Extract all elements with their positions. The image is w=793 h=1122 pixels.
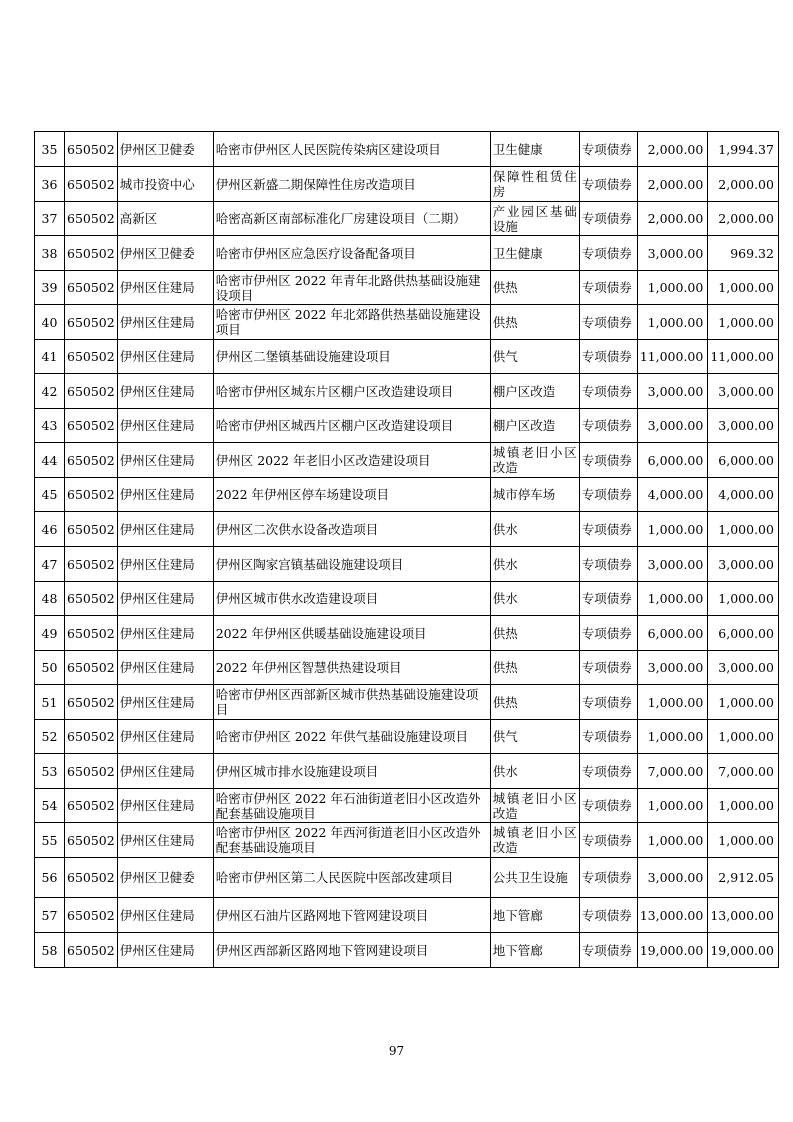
- bond-type: 专项债券: [579, 789, 637, 823]
- bond-amount: 7,000.00: [637, 754, 708, 789]
- table-row: [35, 512, 779, 547]
- project-name: 2022 年伊州区停车场建设项目: [213, 478, 490, 512]
- division-code: 650502: [65, 340, 118, 374]
- table-row: [35, 858, 779, 898]
- bond-type: 专项债券: [579, 933, 637, 968]
- table-row: [35, 478, 779, 512]
- project-name: 哈密市伊州区 2022 年青年北路供热基础设施建设项目: [213, 271, 490, 305]
- division-code: 650502: [65, 898, 118, 933]
- table-row: [35, 754, 779, 789]
- department-name: 伊州区住建局: [117, 271, 213, 305]
- row-number: 57: [35, 898, 65, 933]
- row-number: 47: [35, 547, 65, 582]
- project-name: 哈密市伊州区 2022 年供气基础设施建设项目: [213, 720, 490, 754]
- division-code: 650502: [65, 858, 118, 898]
- project-category: 保障性租赁住房: [490, 167, 579, 202]
- bond-type: 专项债券: [579, 236, 637, 271]
- table-row: [35, 202, 779, 236]
- project-category: 棚户区改造: [490, 409, 579, 443]
- project-name: 2022 年伊州区供暖基础设施建设项目: [213, 616, 490, 651]
- bond-type: 专项债券: [579, 823, 637, 858]
- department-name: 伊州区住建局: [117, 823, 213, 858]
- row-number: 41: [35, 340, 65, 374]
- division-code: 650502: [65, 443, 118, 478]
- bond-type: 专项债券: [579, 616, 637, 651]
- bond-amount: 3,000.00: [637, 409, 708, 443]
- bond-amount: 6,000.00: [637, 616, 708, 651]
- project-category: 供热: [490, 685, 579, 720]
- used-amount: 969.32: [708, 236, 779, 271]
- row-number: 53: [35, 754, 65, 789]
- row-number: 48: [35, 582, 65, 616]
- division-code: 650502: [65, 651, 118, 685]
- project-name: 哈密市伊州区第二人民医院中医部改建项目: [213, 858, 490, 898]
- used-amount: 6,000.00: [708, 616, 779, 651]
- used-amount: 3,000.00: [708, 651, 779, 685]
- project-category: 卫生健康: [490, 236, 579, 271]
- division-code: 650502: [65, 512, 118, 547]
- row-number: 50: [35, 651, 65, 685]
- used-amount: 1,000.00: [708, 512, 779, 547]
- department-name: 伊州区住建局: [117, 720, 213, 754]
- project-name: 伊州区城市排水设施建设项目: [213, 754, 490, 789]
- table-row: [35, 132, 779, 167]
- division-code: 650502: [65, 823, 118, 858]
- project-category: 地下管廊: [490, 898, 579, 933]
- department-name: 高新区: [117, 202, 213, 236]
- project-category: 棚户区改造: [490, 374, 579, 409]
- division-code: 650502: [65, 616, 118, 651]
- bond-amount: 1,000.00: [637, 271, 708, 305]
- row-number: 44: [35, 443, 65, 478]
- used-amount: 2,000.00: [708, 167, 779, 202]
- table-row: [35, 616, 779, 651]
- department-name: 伊州区住建局: [117, 305, 213, 340]
- department-name: 伊州区卫健委: [117, 132, 213, 167]
- department-name: 伊州区住建局: [117, 409, 213, 443]
- used-amount: 1,000.00: [708, 271, 779, 305]
- bond-amount: 2,000.00: [637, 202, 708, 236]
- department-name: 伊州区卫健委: [117, 858, 213, 898]
- table-row: [35, 305, 779, 340]
- bond-type: 专项债券: [579, 685, 637, 720]
- bond-amount: 3,000.00: [637, 651, 708, 685]
- bond-type: 专项债券: [579, 651, 637, 685]
- project-category: 供水: [490, 582, 579, 616]
- table-row: [35, 823, 779, 858]
- division-code: 650502: [65, 236, 118, 271]
- bond-type: 专项债券: [579, 754, 637, 789]
- project-name: 伊州区新盛二期保障性住房改造项目: [213, 167, 490, 202]
- department-name: 伊州区住建局: [117, 754, 213, 789]
- department-name: 伊州区住建局: [117, 547, 213, 582]
- division-code: 650502: [65, 305, 118, 340]
- division-code: 650502: [65, 789, 118, 823]
- bond-amount: 4,000.00: [637, 478, 708, 512]
- project-category: 地下管廊: [490, 933, 579, 968]
- division-code: 650502: [65, 685, 118, 720]
- project-category: 供气: [490, 340, 579, 374]
- division-code: 650502: [65, 132, 118, 167]
- bond-amount: 1,000.00: [637, 823, 708, 858]
- division-code: 650502: [65, 547, 118, 582]
- project-category: 公共卫生设施: [490, 858, 579, 898]
- project-category: 供水: [490, 547, 579, 582]
- project-name: 伊州区二次供水设备改造项目: [213, 512, 490, 547]
- used-amount: 7,000.00: [708, 754, 779, 789]
- project-name: 哈密市伊州区 2022 年西河街道老旧小区改造外配套基础设施项目: [213, 823, 490, 858]
- bond-type: 专项债券: [579, 582, 637, 616]
- bond-type: 专项债券: [579, 271, 637, 305]
- bond-amount: 1,000.00: [637, 305, 708, 340]
- bond-type: 专项债券: [579, 167, 637, 202]
- bond-type: 专项债券: [579, 443, 637, 478]
- department-name: 伊州区住建局: [117, 478, 213, 512]
- division-code: 650502: [65, 478, 118, 512]
- used-amount: 2,912.05: [708, 858, 779, 898]
- row-number: 37: [35, 202, 65, 236]
- division-code: 650502: [65, 409, 118, 443]
- project-category: 供水: [490, 512, 579, 547]
- row-number: 51: [35, 685, 65, 720]
- project-category: 产业园区基础设施: [490, 202, 579, 236]
- row-number: 58: [35, 933, 65, 968]
- table-body: [35, 132, 779, 968]
- bond-type: 专项债券: [579, 409, 637, 443]
- project-category: 供热: [490, 271, 579, 305]
- table-row: [35, 340, 779, 374]
- used-amount: 19,000.00: [708, 933, 779, 968]
- table-row: [35, 582, 779, 616]
- department-name: 伊州区住建局: [117, 582, 213, 616]
- table-row: [35, 789, 779, 823]
- used-amount: 1,000.00: [708, 720, 779, 754]
- bond-type: 专项债券: [579, 478, 637, 512]
- table-row: [35, 409, 779, 443]
- table-row: [35, 443, 779, 478]
- bond-type: 专项债券: [579, 547, 637, 582]
- bond-type: 专项债券: [579, 512, 637, 547]
- row-number: 35: [35, 132, 65, 167]
- department-name: 伊州区住建局: [117, 374, 213, 409]
- bond-amount: 3,000.00: [637, 236, 708, 271]
- project-name: 伊州区城市供水改造建设项目: [213, 582, 490, 616]
- bond-amount: 1,000.00: [637, 789, 708, 823]
- row-number: 54: [35, 789, 65, 823]
- row-number: 55: [35, 823, 65, 858]
- project-name: 哈密市伊州区西部新区城市供热基础设施建设项目: [213, 685, 490, 720]
- project-category: 城市停车场: [490, 478, 579, 512]
- division-code: 650502: [65, 582, 118, 616]
- used-amount: 13,000.00: [708, 898, 779, 933]
- bond-type: 专项债券: [579, 374, 637, 409]
- project-category: 城镇老旧小区改造: [490, 443, 579, 478]
- used-amount: 3,000.00: [708, 374, 779, 409]
- project-name: 哈密市伊州区 2022 年北郊路供热基础设施建设项目: [213, 305, 490, 340]
- project-table: [34, 131, 779, 968]
- project-name: 伊州区陶家宫镇基础设施建设项目: [213, 547, 490, 582]
- bond-amount: 3,000.00: [637, 858, 708, 898]
- bond-type: 专项债券: [579, 340, 637, 374]
- row-number: 52: [35, 720, 65, 754]
- bond-type: 专项债券: [579, 202, 637, 236]
- used-amount: 3,000.00: [708, 409, 779, 443]
- department-name: 伊州区住建局: [117, 443, 213, 478]
- bond-amount: 19,000.00: [637, 933, 708, 968]
- table-row: [35, 720, 779, 754]
- division-code: 650502: [65, 720, 118, 754]
- division-code: 650502: [65, 167, 118, 202]
- division-code: 650502: [65, 374, 118, 409]
- row-number: 36: [35, 167, 65, 202]
- table-row: [35, 547, 779, 582]
- used-amount: 3,000.00: [708, 547, 779, 582]
- table-row: [35, 271, 779, 305]
- table-row: [35, 933, 779, 968]
- page-number: 97: [388, 1044, 405, 1058]
- row-number: 39: [35, 271, 65, 305]
- project-category: 供水: [490, 754, 579, 789]
- used-amount: 6,000.00: [708, 443, 779, 478]
- bond-amount: 3,000.00: [637, 374, 708, 409]
- bond-amount: 11,000.00: [637, 340, 708, 374]
- department-name: 伊州区住建局: [117, 789, 213, 823]
- division-code: 650502: [65, 754, 118, 789]
- bond-amount: 1,000.00: [637, 512, 708, 547]
- project-name: 哈密市伊州区人民医院传染病区建设项目: [213, 132, 490, 167]
- bond-amount: 13,000.00: [637, 898, 708, 933]
- project-category: 供热: [490, 305, 579, 340]
- bond-type: 专项债券: [579, 305, 637, 340]
- bond-type: 专项债券: [579, 858, 637, 898]
- used-amount: 1,994.37: [708, 132, 779, 167]
- bond-amount: 2,000.00: [637, 167, 708, 202]
- department-name: 伊州区住建局: [117, 616, 213, 651]
- department-name: 伊州区住建局: [117, 651, 213, 685]
- used-amount: 1,000.00: [708, 823, 779, 858]
- used-amount: 11,000.00: [708, 340, 779, 374]
- project-name: 哈密市伊州区 2022 年石油街道老旧小区改造外配套基础设施项目: [213, 789, 490, 823]
- table-row: [35, 374, 779, 409]
- project-name: 伊州区 2022 年老旧小区改造建设项目: [213, 443, 490, 478]
- division-code: 650502: [65, 933, 118, 968]
- project-name: 哈密高新区南部标准化厂房建设项目（二期）: [213, 202, 490, 236]
- project-name: 哈密市伊州区应急医疗设备配备项目: [213, 236, 490, 271]
- table-row: [35, 898, 779, 933]
- table-row: [35, 651, 779, 685]
- department-name: 伊州区住建局: [117, 933, 213, 968]
- division-code: 650502: [65, 202, 118, 236]
- row-number: 38: [35, 236, 65, 271]
- row-number: 49: [35, 616, 65, 651]
- row-number: 46: [35, 512, 65, 547]
- project-name: 伊州区二堡镇基础设施建设项目: [213, 340, 490, 374]
- project-category: 供气: [490, 720, 579, 754]
- row-number: 45: [35, 478, 65, 512]
- used-amount: 1,000.00: [708, 305, 779, 340]
- project-name: 哈密市伊州区城东片区棚户区改造建设项目: [213, 374, 490, 409]
- project-category: 供热: [490, 651, 579, 685]
- used-amount: 4,000.00: [708, 478, 779, 512]
- bond-amount: 1,000.00: [637, 582, 708, 616]
- row-number: 43: [35, 409, 65, 443]
- table-row: [35, 685, 779, 720]
- used-amount: 1,000.00: [708, 582, 779, 616]
- row-number: 56: [35, 858, 65, 898]
- bond-type: 专项债券: [579, 720, 637, 754]
- department-name: 伊州区卫健委: [117, 236, 213, 271]
- division-code: 650502: [65, 271, 118, 305]
- project-name: 伊州区西部新区路网地下管网建设项目: [213, 933, 490, 968]
- used-amount: 2,000.00: [708, 202, 779, 236]
- project-name: 2022 年伊州区智慧供热建设项目: [213, 651, 490, 685]
- bond-amount: 6,000.00: [637, 443, 708, 478]
- project-name: 伊州区石油片区路网地下管网建设项目: [213, 898, 490, 933]
- department-name: 伊州区住建局: [117, 340, 213, 374]
- bond-amount: 1,000.00: [637, 720, 708, 754]
- bond-amount: 1,000.00: [637, 685, 708, 720]
- bond-type: 专项债券: [579, 898, 637, 933]
- table-row: [35, 167, 779, 202]
- department-name: 伊州区住建局: [117, 685, 213, 720]
- department-name: 城市投资中心: [117, 167, 213, 202]
- row-number: 42: [35, 374, 65, 409]
- used-amount: 1,000.00: [708, 789, 779, 823]
- project-name: 哈密市伊州区城西片区棚户区改造建设项目: [213, 409, 490, 443]
- row-number: 40: [35, 305, 65, 340]
- project-category: 供热: [490, 616, 579, 651]
- bond-type: 专项债券: [579, 132, 637, 167]
- table-row: [35, 236, 779, 271]
- used-amount: 1,000.00: [708, 685, 779, 720]
- bond-amount: 3,000.00: [637, 547, 708, 582]
- project-category: 城镇老旧小区改造: [490, 789, 579, 823]
- project-category: 卫生健康: [490, 132, 579, 167]
- project-category: 城镇老旧小区改造: [490, 823, 579, 858]
- department-name: 伊州区住建局: [117, 512, 213, 547]
- bond-amount: 2,000.00: [637, 132, 708, 167]
- department-name: 伊州区住建局: [117, 898, 213, 933]
